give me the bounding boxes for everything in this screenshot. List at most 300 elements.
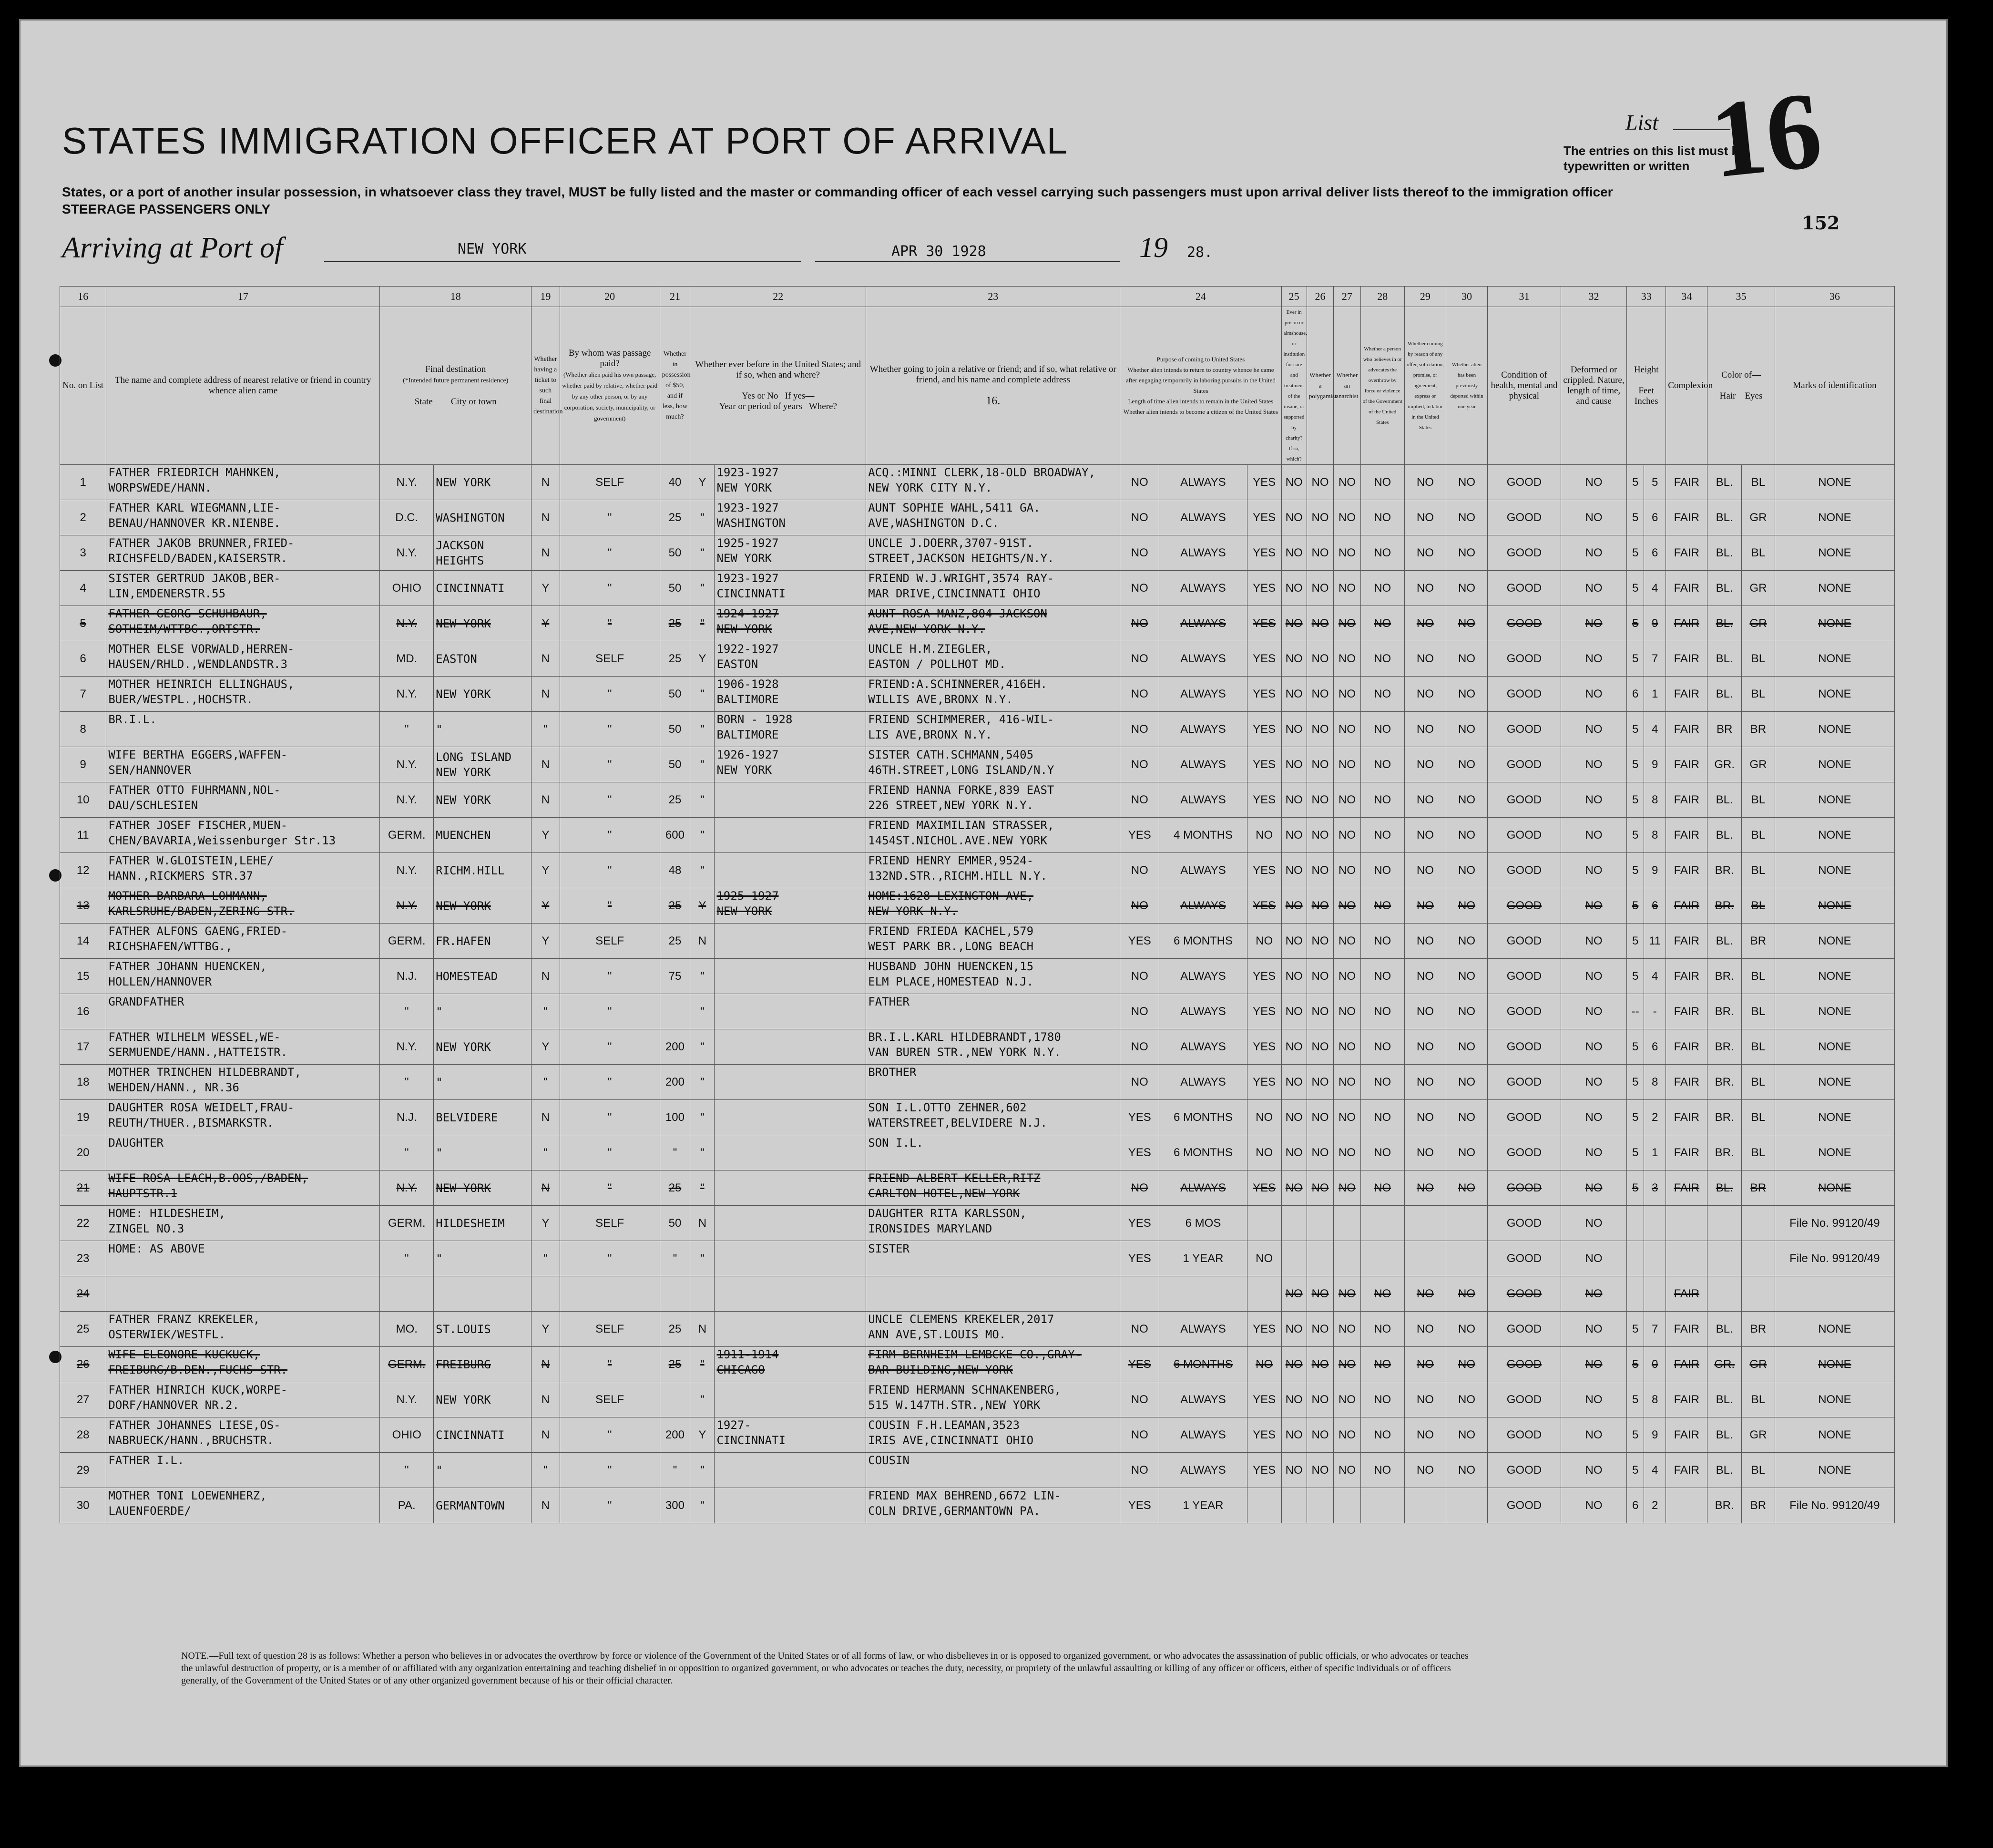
q30-cell — [1446, 641, 1487, 677]
field-q30: NO — [1458, 616, 1475, 630]
relative-cell — [106, 571, 380, 606]
field-city: HILDESHEIM — [436, 1216, 505, 1230]
column-header-row — [60, 307, 1895, 465]
field-length: 6 MONTHS — [1173, 1110, 1233, 1124]
field-paid: " — [607, 969, 612, 983]
field-q30: NO — [1458, 652, 1475, 665]
complexion-cell — [1666, 1276, 1707, 1312]
field-marks: NONE — [1818, 1110, 1851, 1124]
field-return: NO — [1131, 616, 1148, 630]
years-cell — [715, 818, 866, 853]
field-money: 40 — [668, 475, 682, 489]
feet-cell — [1627, 1347, 1644, 1382]
field-q29: NO — [1416, 1005, 1434, 1018]
eyes-cell — [1742, 1453, 1775, 1488]
q29-cell — [1404, 1453, 1446, 1488]
field-prison: NO — [1285, 1040, 1303, 1053]
col-num: 31 — [1488, 287, 1561, 307]
state-cell — [380, 1417, 434, 1453]
length-cell — [1159, 1170, 1247, 1206]
paid-cell — [560, 1170, 660, 1206]
field-in: 11 — [1649, 934, 1661, 947]
inches-cell — [1644, 924, 1666, 959]
marks-cell — [1775, 1276, 1894, 1312]
relative-cell — [106, 1100, 380, 1135]
field-return: YES — [1128, 1252, 1151, 1265]
city-cell — [434, 994, 531, 1029]
field-prison: NO — [1285, 581, 1303, 595]
health-cell — [1488, 571, 1561, 606]
city-cell — [434, 535, 531, 571]
header-final-destination — [380, 307, 531, 465]
field-before: " — [700, 687, 705, 700]
eyes-cell — [1742, 959, 1775, 994]
field-money: 50 — [668, 722, 682, 736]
field-q30: NO — [1458, 1357, 1475, 1371]
field-in: 8 — [1651, 1075, 1658, 1088]
city-cell — [434, 1135, 531, 1170]
field-before: " — [700, 863, 705, 877]
field-hair: BR. — [1715, 899, 1734, 912]
state-cell — [380, 1170, 434, 1206]
field-q29: NO — [1416, 934, 1434, 947]
complexion-cell — [1666, 1417, 1707, 1453]
q28-cell — [1360, 1488, 1404, 1523]
health-cell — [1488, 924, 1561, 959]
inches-cell — [1644, 641, 1666, 677]
relative-cell — [106, 1206, 380, 1241]
q29-cell — [1404, 959, 1446, 994]
field-hair: BL. — [1716, 652, 1733, 665]
field-length: ALWAYS — [1180, 1005, 1226, 1018]
inches-cell — [1644, 500, 1666, 535]
city-cell — [434, 500, 531, 535]
prison-cell — [1281, 641, 1307, 677]
field-q30: NO — [1458, 546, 1475, 559]
field-city: BELVIDERE — [436, 1110, 498, 1124]
anarchist-cell — [1334, 924, 1360, 959]
relative-cell — [106, 994, 380, 1029]
citizen-cell — [1247, 1241, 1281, 1276]
length-cell — [1159, 465, 1247, 500]
field-no: 16 — [76, 1005, 90, 1018]
hair-cell — [1707, 712, 1742, 747]
q28-cell — [1360, 818, 1404, 853]
q29-cell — [1404, 1170, 1446, 1206]
years-cell — [715, 747, 866, 782]
field-q28: NO — [1374, 1463, 1391, 1477]
field-ticket: N — [541, 969, 550, 983]
table-row — [60, 818, 1895, 853]
ticket-cell — [531, 1135, 560, 1170]
field-q30: NO — [1458, 863, 1475, 877]
field-joining1: FRIEND FRIEDA KACHEL,579 — [868, 924, 1034, 938]
money-cell — [660, 1241, 690, 1276]
field-length: 6 MOS — [1185, 1216, 1221, 1230]
field-ticket: " — [543, 1463, 548, 1477]
anarchist-cell — [1334, 888, 1360, 924]
relative-cell — [106, 782, 380, 818]
row-number — [60, 606, 106, 641]
ticket-cell — [531, 1347, 560, 1382]
relative-cell — [106, 465, 380, 500]
years-cell — [715, 535, 866, 571]
before-cell — [690, 712, 715, 747]
field-q28: NO — [1374, 652, 1391, 665]
anarchist-cell — [1334, 535, 1360, 571]
field-poly: NO — [1311, 616, 1329, 630]
q29-cell — [1404, 888, 1446, 924]
field-marks: NONE — [1818, 652, 1851, 665]
citizen-cell — [1247, 712, 1281, 747]
city-cell — [434, 1382, 531, 1417]
field-marks: NONE — [1818, 511, 1851, 524]
health-cell — [1488, 1417, 1561, 1453]
field-citizen: YES — [1253, 652, 1276, 665]
field-eyes: BL — [1751, 1146, 1766, 1159]
eyes-cell — [1742, 1135, 1775, 1170]
prison-cell — [1281, 1029, 1307, 1065]
field-eyes: BR — [1750, 1322, 1767, 1335]
field-complexion: FAIR — [1674, 828, 1699, 842]
eyes-cell — [1742, 1417, 1775, 1453]
citizen-cell — [1247, 782, 1281, 818]
field-q28: NO — [1374, 1075, 1391, 1088]
prison-cell — [1281, 1347, 1307, 1382]
feet-cell — [1627, 1135, 1644, 1170]
purpose-b: Length of time alien intends to remain in the United States — [1128, 398, 1274, 405]
header-q28: Whether a person who believes in or advocates the overthrow by force or violence of the Government of the United States — [1360, 307, 1404, 465]
city-cell — [434, 888, 531, 924]
length-cell — [1159, 641, 1247, 677]
field-deformed: NO — [1585, 687, 1603, 700]
field-rel2: HOLLEN/HANNOVER — [108, 975, 212, 988]
field-q30: NO — [1458, 828, 1475, 842]
field-health: GOOD — [1506, 1005, 1542, 1018]
relative-cell — [106, 1170, 380, 1206]
field-no: 5 — [80, 616, 86, 630]
field-deformed: NO — [1585, 1428, 1603, 1441]
field-years1: 1926-1927 — [716, 748, 779, 761]
hair-cell — [1707, 1170, 1742, 1206]
ticket-cell — [531, 1100, 560, 1135]
field-rel1: MOTHER ELSE VORWALD,HERREN- — [108, 642, 295, 656]
subtitle-text: States, or a port of another insular possession, in whatsoever class they travel, MUST be fully listed and the master or commanding officer of each vessel carrying such passengers must upon arrival deliver lists thereof to the immigration officer — [62, 185, 1613, 199]
field-joining2: 226 STREET,NEW YORK N.Y. — [868, 799, 1034, 812]
prison-cell — [1281, 747, 1307, 782]
field-no: 12 — [76, 863, 90, 877]
field-rel1: FATHER WILHELM WESSEL,WE- — [108, 1030, 281, 1044]
feet-cell — [1627, 1382, 1644, 1417]
field-hair: BL. — [1716, 546, 1733, 559]
field-q30: NO — [1458, 1146, 1475, 1159]
city-cell — [434, 853, 531, 888]
health-cell — [1488, 677, 1561, 712]
field-health: GOOD — [1506, 1428, 1542, 1441]
field-complexion: FAIR — [1674, 1357, 1699, 1371]
field-q28: NO — [1374, 511, 1391, 524]
q29-cell — [1404, 853, 1446, 888]
before-cell — [690, 535, 715, 571]
field-hair: BL. — [1716, 828, 1733, 842]
field-ft: 5 — [1632, 511, 1639, 524]
field-state: N.Y. — [396, 616, 418, 630]
ticket-cell — [531, 465, 560, 500]
row-number — [60, 571, 106, 606]
citizen-cell — [1247, 535, 1281, 571]
field-joining1: SISTER — [868, 1242, 910, 1255]
field-citizen: YES — [1253, 1428, 1276, 1441]
field-before: Y — [698, 475, 706, 489]
field-return: NO — [1131, 1322, 1148, 1335]
money-cell — [660, 888, 690, 924]
field-rel2: CHEN/BAVARIA,Weissenburger Str.13 — [108, 834, 336, 847]
health-cell — [1488, 500, 1561, 535]
field-length: 4 MONTHS — [1173, 828, 1233, 842]
field-eyes: BL — [1751, 475, 1766, 489]
field-joining2: EASTON / POLLHOT MD. — [868, 657, 1006, 671]
feet-cell — [1627, 677, 1644, 712]
length-cell — [1159, 606, 1247, 641]
money-cell — [660, 1029, 690, 1065]
paid-cell — [560, 712, 660, 747]
field-q30: NO — [1458, 722, 1475, 736]
feet-cell — [1627, 606, 1644, 641]
marks-cell — [1775, 924, 1894, 959]
marks-cell — [1775, 1206, 1894, 1241]
paid-cell — [560, 1135, 660, 1170]
length-cell — [1159, 1312, 1247, 1347]
header-relative: The name and complete address of nearest relative or friend in country whence alien came — [106, 307, 380, 465]
anarchist-cell — [1334, 1065, 1360, 1100]
field-deformed: NO — [1585, 1146, 1603, 1159]
field-in: 7 — [1651, 1322, 1658, 1335]
field-before: " — [700, 828, 705, 842]
deformed-cell — [1561, 571, 1626, 606]
q30-cell — [1446, 994, 1487, 1029]
field-hair: BL. — [1716, 581, 1733, 595]
prison-cell — [1281, 1135, 1307, 1170]
field-eyes: GR — [1749, 616, 1767, 630]
length-cell — [1159, 1065, 1247, 1100]
row-number — [60, 1100, 106, 1135]
complexion-cell — [1666, 1100, 1707, 1135]
anarchist-cell — [1334, 641, 1360, 677]
return-cell — [1120, 500, 1159, 535]
field-anarch: NO — [1338, 1463, 1356, 1477]
before-cell — [690, 818, 715, 853]
before-cell — [690, 677, 715, 712]
field-anarch: NO — [1338, 511, 1356, 524]
field-rel2: RICHSHAFEN/WTTBG., — [108, 940, 233, 953]
field-q28: NO — [1374, 1005, 1391, 1018]
field-city: " — [436, 1075, 443, 1089]
field-return: NO — [1131, 1005, 1148, 1018]
q29-cell — [1404, 924, 1446, 959]
field-health: GOOD — [1506, 1499, 1542, 1512]
field-return: NO — [1131, 1040, 1148, 1053]
ticket-cell — [531, 1029, 560, 1065]
field-money: " — [673, 1463, 677, 1477]
ticket-cell — [531, 1276, 560, 1312]
q28-cell — [1360, 747, 1404, 782]
row-number — [60, 1206, 106, 1241]
field-marks: NONE — [1818, 1357, 1851, 1371]
field-rel1: FATHER ALFONS GAENG,FRIED- — [108, 924, 288, 938]
field-no: 1 — [80, 475, 86, 489]
field-q30: NO — [1458, 1040, 1475, 1053]
prison-cell — [1281, 535, 1307, 571]
hair-cell — [1707, 1347, 1742, 1382]
passenger-rows — [60, 465, 1895, 1523]
field-joining1: HOME:1628 LEXINGTON AVE, — [868, 889, 1034, 903]
field-health: GOOD — [1506, 758, 1542, 771]
field-poly: NO — [1311, 1181, 1329, 1194]
date-line — [815, 261, 1120, 262]
city-cell — [434, 1206, 531, 1241]
header-no-on-list: No. on List — [60, 307, 106, 465]
return-cell — [1120, 1276, 1159, 1312]
inches-cell — [1644, 1029, 1666, 1065]
field-money: " — [673, 1252, 677, 1265]
field-deformed: NO — [1585, 1463, 1603, 1477]
field-q28: NO — [1374, 475, 1391, 489]
field-before: " — [700, 616, 705, 630]
q28-cell — [1360, 606, 1404, 641]
inches-cell — [1644, 1453, 1666, 1488]
field-length: ALWAYS — [1180, 969, 1226, 983]
field-money: 25 — [668, 511, 682, 524]
prison-cell — [1281, 1276, 1307, 1312]
field-deformed: NO — [1585, 475, 1603, 489]
row-number — [60, 1276, 106, 1312]
field-joining1: COUSIN F.H.LEAMAN,3523 — [868, 1418, 1020, 1432]
field-ticket: N — [541, 1428, 550, 1441]
length-cell — [1159, 1276, 1247, 1312]
field-q29: NO — [1416, 1146, 1434, 1159]
field-joining1: FRIEND HENRY EMMER,9524- — [868, 854, 1034, 867]
polygamist-cell — [1307, 1100, 1333, 1135]
polygamist-cell — [1307, 465, 1333, 500]
field-deformed: NO — [1585, 1075, 1603, 1088]
field-return: NO — [1131, 652, 1148, 665]
city-cell — [434, 712, 531, 747]
field-rel2: OSTERWIEK/WESTFL. — [108, 1328, 226, 1341]
inches-cell — [1644, 1065, 1666, 1100]
col-num: 26 — [1307, 287, 1333, 307]
q29-cell — [1404, 1417, 1446, 1453]
field-complexion: FAIR — [1674, 1393, 1699, 1406]
field-city: NEW YORK — [436, 793, 491, 807]
field-rel1: FATHER W.GLOISTEIN,LEHE/ — [108, 854, 274, 867]
field-before: " — [700, 758, 705, 771]
field-q29: NO — [1416, 616, 1434, 630]
deformed-cell — [1561, 959, 1626, 994]
table-row — [60, 500, 1895, 535]
anarchist-cell — [1334, 712, 1360, 747]
eyes-cell — [1742, 1382, 1775, 1417]
q30-cell — [1446, 1382, 1487, 1417]
port-line — [324, 261, 801, 262]
field-prison: NO — [1285, 1322, 1303, 1335]
years-cell — [715, 1135, 866, 1170]
field-paid: SELF — [595, 1393, 624, 1406]
anarchist-cell — [1334, 818, 1360, 853]
field-citizen: YES — [1253, 758, 1276, 771]
field-prison: NO — [1285, 652, 1303, 665]
complexion-cell — [1666, 1206, 1707, 1241]
field-anarch: NO — [1338, 899, 1356, 912]
years-cell — [715, 1029, 866, 1065]
field-city: MUENCHEN — [436, 828, 491, 842]
field-hair: BL. — [1716, 793, 1733, 806]
field-marks: NONE — [1818, 758, 1851, 771]
field-health: GOOD — [1506, 793, 1542, 806]
years-cell — [715, 1170, 866, 1206]
field-city: NEW YORK — [436, 687, 491, 701]
q30-cell — [1446, 535, 1487, 571]
joining-cell — [866, 1135, 1120, 1170]
marks-cell — [1775, 677, 1894, 712]
field-joining2: NEW YORK CITY N.Y. — [868, 481, 992, 494]
field-marks: NONE — [1818, 1146, 1851, 1159]
hair-cell — [1707, 853, 1742, 888]
field-q29: NO — [1416, 1357, 1434, 1371]
polygamist-cell — [1307, 641, 1333, 677]
field-ft: 5 — [1632, 1428, 1639, 1441]
marks-cell — [1775, 959, 1894, 994]
field-state: " — [404, 1463, 409, 1477]
field-prison: NO — [1285, 1110, 1303, 1124]
deformed-cell — [1561, 677, 1626, 712]
field-city: NEW YORK — [436, 1040, 491, 1054]
field-rel2: LAUENFOERDE/ — [108, 1504, 191, 1518]
field-rel1: FATHER I.L. — [108, 1454, 184, 1467]
field-health: GOOD — [1506, 1322, 1542, 1335]
field-state: MD. — [396, 652, 418, 665]
health-cell — [1488, 994, 1561, 1029]
field-prison: NO — [1285, 1146, 1303, 1159]
feet-cell — [1627, 782, 1644, 818]
deformed-cell — [1561, 924, 1626, 959]
relative-cell — [106, 1347, 380, 1382]
field-no: 2 — [80, 511, 86, 524]
ticket-cell — [531, 606, 560, 641]
complexion-cell — [1666, 1065, 1707, 1100]
field-eyes: GR — [1749, 511, 1767, 524]
inches-cell — [1644, 1100, 1666, 1135]
header-health: Condition of health, mental and physical — [1488, 307, 1561, 465]
field-joining1: FRIEND SCHIMMERER, 416-WIL- — [868, 713, 1054, 726]
hair-cell — [1707, 1312, 1742, 1347]
row-number — [60, 1065, 106, 1100]
years-cell — [715, 465, 866, 500]
field-in: - — [1653, 1005, 1657, 1018]
field-citizen: YES — [1253, 687, 1276, 700]
table-row — [60, 1065, 1895, 1100]
field-anarch: NO — [1338, 687, 1356, 700]
field-ft: 5 — [1632, 1181, 1639, 1194]
anarchist-cell — [1334, 1276, 1360, 1312]
health-cell — [1488, 465, 1561, 500]
years-cell — [715, 606, 866, 641]
yes-no-label: Yes or No — [742, 391, 778, 401]
paid-cell — [560, 818, 660, 853]
q29-cell — [1404, 500, 1446, 535]
row-number — [60, 1488, 106, 1523]
joining-cell — [866, 500, 1120, 535]
q28-cell — [1360, 1347, 1404, 1382]
